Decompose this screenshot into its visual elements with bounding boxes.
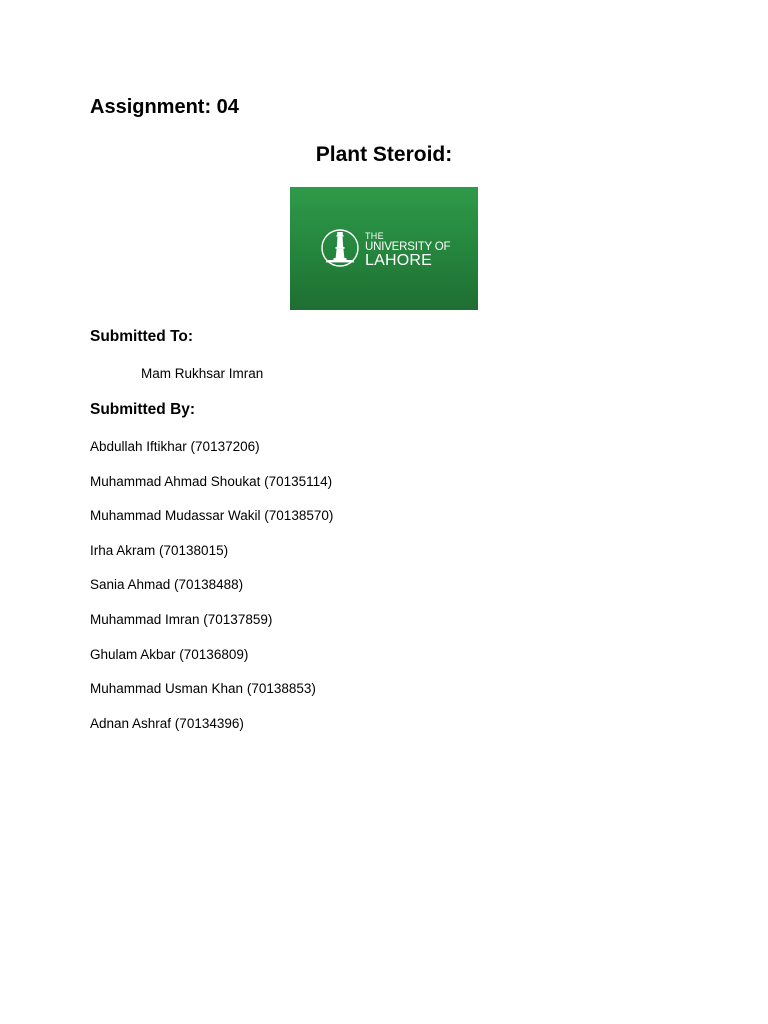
- logo-text-the: THE: [365, 231, 384, 241]
- minar-emblem-icon: [320, 227, 360, 269]
- page-title: Plant Steroid:: [315, 143, 453, 166]
- list-item: Muhammad Mudassar Wakil (70138570): [90, 508, 334, 524]
- list-item: Irha Akram (70138015): [90, 542, 229, 558]
- submitted-by-heading: Submitted By:: [90, 401, 196, 418]
- submitted-to-heading: Submitted To:: [90, 328, 194, 345]
- assignment-label: Assignment: 04: [90, 96, 239, 118]
- list-item: Abdullah Iftikhar (70137206): [90, 439, 260, 454]
- list-item: Muhammad Imran (70137859): [90, 611, 273, 627]
- list-item: Adnan Ashraf (70134396): [90, 715, 244, 731]
- member-list: [90, 438, 333, 749]
- list-item: Sania Ahmad (70138488): [90, 577, 244, 593]
- list-item: Muhammad Ahmad Shoukat (70135114): [90, 473, 333, 489]
- list-item: Muhammad Usman Khan (70138853): [90, 681, 316, 697]
- university-logo: [290, 187, 478, 310]
- logo-text-lahore: LAHORE: [365, 252, 432, 269]
- logo-text-university: UNIVERSITY OF: [365, 241, 451, 253]
- submitted-to-name: Mam Rukhsar Imran: [141, 366, 264, 381]
- list-item: Ghulam Akbar (70136809): [90, 646, 249, 662]
